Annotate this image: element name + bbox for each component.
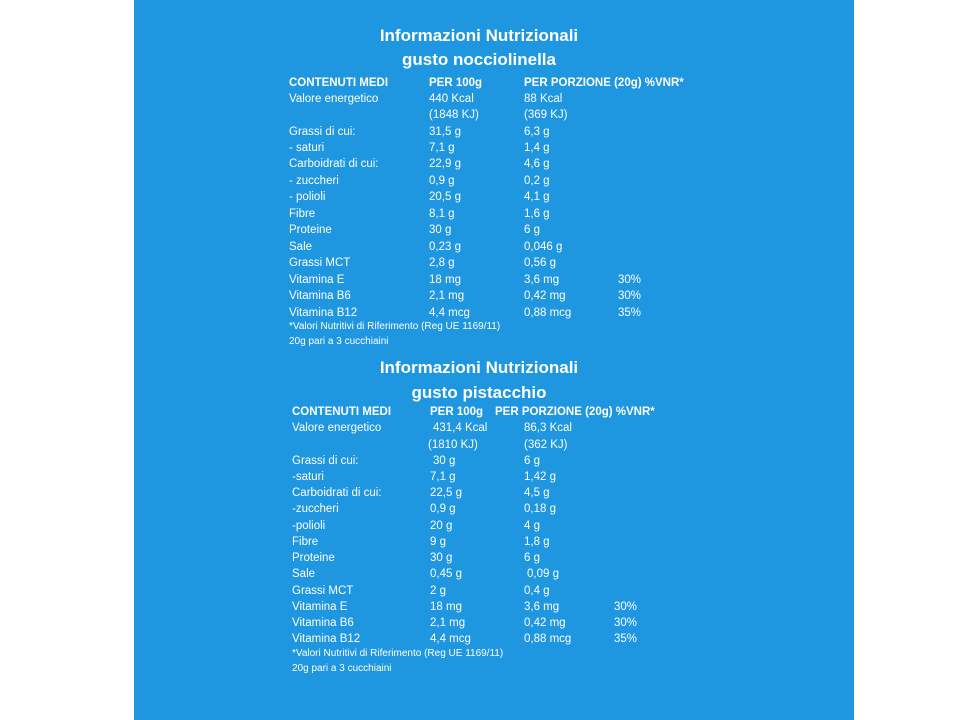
- value-per-portion: 0,42 mg: [524, 290, 566, 302]
- table-subtitle: gusto pistacchio: [411, 383, 547, 402]
- value-per100g: 22,9 g: [429, 158, 461, 170]
- value-per-portion: 6 g: [524, 455, 540, 467]
- nutrient-name: Sale: [289, 241, 313, 253]
- value-per-portion: 4,6 g: [524, 158, 550, 170]
- value-per100g: 20,5 g: [429, 191, 461, 203]
- nutrient-name: Vitamina B6: [292, 617, 354, 629]
- value-vnr: 30%: [618, 274, 642, 286]
- header-nutrient: CONTENUTI MEDI: [292, 406, 392, 418]
- nutrient-name: - saturi: [289, 142, 325, 154]
- footnote-portion: 20g pari a 3 cucchiaini: [292, 663, 392, 674]
- nutrient-name: Grassi di cui:: [292, 455, 359, 467]
- value-per100g: 31,5 g: [429, 126, 461, 138]
- value-per-portion: 1,8 g: [524, 536, 550, 548]
- value-per-portion: 1,4 g: [524, 142, 550, 154]
- value-per-portion: 4,5 g: [524, 487, 550, 499]
- value-vnr: 30%: [614, 601, 638, 613]
- value-per-portion: 4 g: [524, 520, 540, 532]
- value-per-portion: 0,42 mg: [524, 617, 566, 629]
- value-per100g: 7,1 g: [430, 471, 456, 483]
- value-per100g: (1848 KJ): [429, 109, 479, 121]
- value-per-portion: 0,18 g: [524, 503, 556, 515]
- nutrient-name: - zuccheri: [289, 175, 339, 187]
- nutrient-name: Vitamina B12: [289, 307, 358, 319]
- nutrient-name: Carboidrati di cui:: [289, 158, 379, 170]
- nutrient-name: -zuccheri: [292, 503, 339, 515]
- value-per100g: 0,9 g: [430, 503, 456, 515]
- footnote-vnr: *Valori Nutritivi di Riferimento (Reg UE 1169/11): [292, 648, 504, 659]
- value-per100g: 30 g: [433, 455, 456, 467]
- nutrient-name: Vitamina E: [289, 274, 345, 286]
- value-per100g: 2,1 mg: [429, 290, 465, 302]
- nutrient-name: Valore energetico: [292, 422, 382, 434]
- value-per100g: 18 mg: [429, 274, 461, 286]
- value-per100g: 18 mg: [430, 601, 462, 613]
- nutrient-name: Fibre: [289, 208, 316, 220]
- value-per100g: 30 g: [430, 552, 453, 564]
- value-per-portion: 0,88 mcg: [524, 307, 572, 319]
- value-per100g: 431,4 Kcal: [433, 422, 488, 434]
- header-per-portion: PER PORZIONE (20g) %VNR*: [524, 77, 684, 89]
- value-per-portion: 6 g: [524, 552, 540, 564]
- table-title: Informazioni Nutrizionali: [379, 26, 579, 45]
- value-per-portion: (362 KJ): [524, 439, 568, 451]
- value-per-portion: 0,88 mcg: [524, 633, 572, 645]
- nutrient-name: Carboidrati di cui:: [292, 487, 382, 499]
- value-per-portion: 1,42 g: [524, 471, 556, 483]
- value-per100g: 0,9 g: [429, 175, 455, 187]
- value-per100g: 0,45 g: [430, 568, 462, 580]
- nutrient-name: Fibre: [292, 536, 319, 548]
- header-per100g: PER 100g: [430, 406, 484, 418]
- value-per100g: 4,4 mcg: [429, 307, 470, 319]
- value-per-portion: 6,3 g: [524, 126, 550, 138]
- value-per-portion: 3,6 mg: [524, 274, 560, 286]
- footnote-portion: 20g pari a 3 cucchiaini: [289, 336, 389, 347]
- value-per100g: 4,4 mcg: [430, 633, 471, 645]
- value-per100g: (1810 KJ): [428, 439, 478, 451]
- nutrition-panel: [134, 0, 854, 720]
- value-per-portion: 86,3 Kcal: [524, 422, 572, 434]
- table-subtitle: gusto nocciolinella: [402, 50, 556, 69]
- value-per-portion: 3,6 mg: [524, 601, 560, 613]
- value-per-portion: 1,6 g: [524, 208, 550, 220]
- value-vnr: 35%: [614, 633, 638, 645]
- nutrient-name: Grassi di cui:: [289, 126, 356, 138]
- nutrient-name: Vitamina B6: [289, 290, 351, 302]
- value-per100g: 30 g: [429, 224, 452, 236]
- footnote-vnr: *Valori Nutritivi di Riferimento (Reg UE 1169/11): [289, 321, 501, 332]
- value-per100g: 0,23 g: [429, 241, 461, 253]
- table-title: Informazioni Nutrizionali: [379, 358, 579, 377]
- value-per-portion: 0,046 g: [524, 241, 563, 253]
- nutrient-name: - polioli: [289, 191, 326, 203]
- value-vnr: 30%: [618, 290, 642, 302]
- header-per100g: PER 100g: [429, 77, 483, 89]
- nutrient-name: Valore energetico: [289, 93, 379, 105]
- value-per100g: 440 Kcal: [429, 93, 474, 105]
- value-per100g: 7,1 g: [429, 142, 455, 154]
- value-per-portion: 6 g: [524, 224, 540, 236]
- nutrient-name: Grassi MCT: [289, 257, 351, 269]
- value-per-portion: 4,1 g: [524, 191, 550, 203]
- value-per-portion: (369 KJ): [524, 109, 568, 121]
- header-nutrient: CONTENUTI MEDI: [289, 77, 389, 89]
- nutrient-name: Proteine: [289, 224, 332, 236]
- nutrient-name: Vitamina E: [292, 601, 348, 613]
- nutrient-name: -polioli: [292, 520, 326, 532]
- value-per100g: 20 g: [430, 520, 453, 532]
- value-per100g: 22,5 g: [430, 487, 462, 499]
- value-per-portion: 0,09 g: [527, 568, 559, 580]
- value-per-portion: 0,4 g: [524, 585, 550, 597]
- header-per-portion: PER PORZIONE (20g) %VNR*: [495, 406, 655, 418]
- value-per100g: 8,1 g: [429, 208, 455, 220]
- value-per-portion: 0,2 g: [524, 175, 550, 187]
- nutrient-name: Vitamina B12: [292, 633, 361, 645]
- nutrient-name: Grassi MCT: [292, 585, 354, 597]
- value-vnr: 30%: [614, 617, 638, 629]
- value-per100g: 2,8 g: [429, 257, 455, 269]
- value-per100g: 2 g: [430, 585, 446, 597]
- value-per100g: 2,1 mg: [430, 617, 466, 629]
- value-per-portion: 88 Kcal: [524, 93, 563, 105]
- value-per100g: 9 g: [430, 536, 446, 548]
- nutrient-name: Proteine: [292, 552, 335, 564]
- value-per-portion: 0,56 g: [524, 257, 556, 269]
- value-vnr: 35%: [618, 307, 642, 319]
- nutrient-name: Sale: [292, 568, 316, 580]
- nutrient-name: -saturi: [292, 471, 324, 483]
